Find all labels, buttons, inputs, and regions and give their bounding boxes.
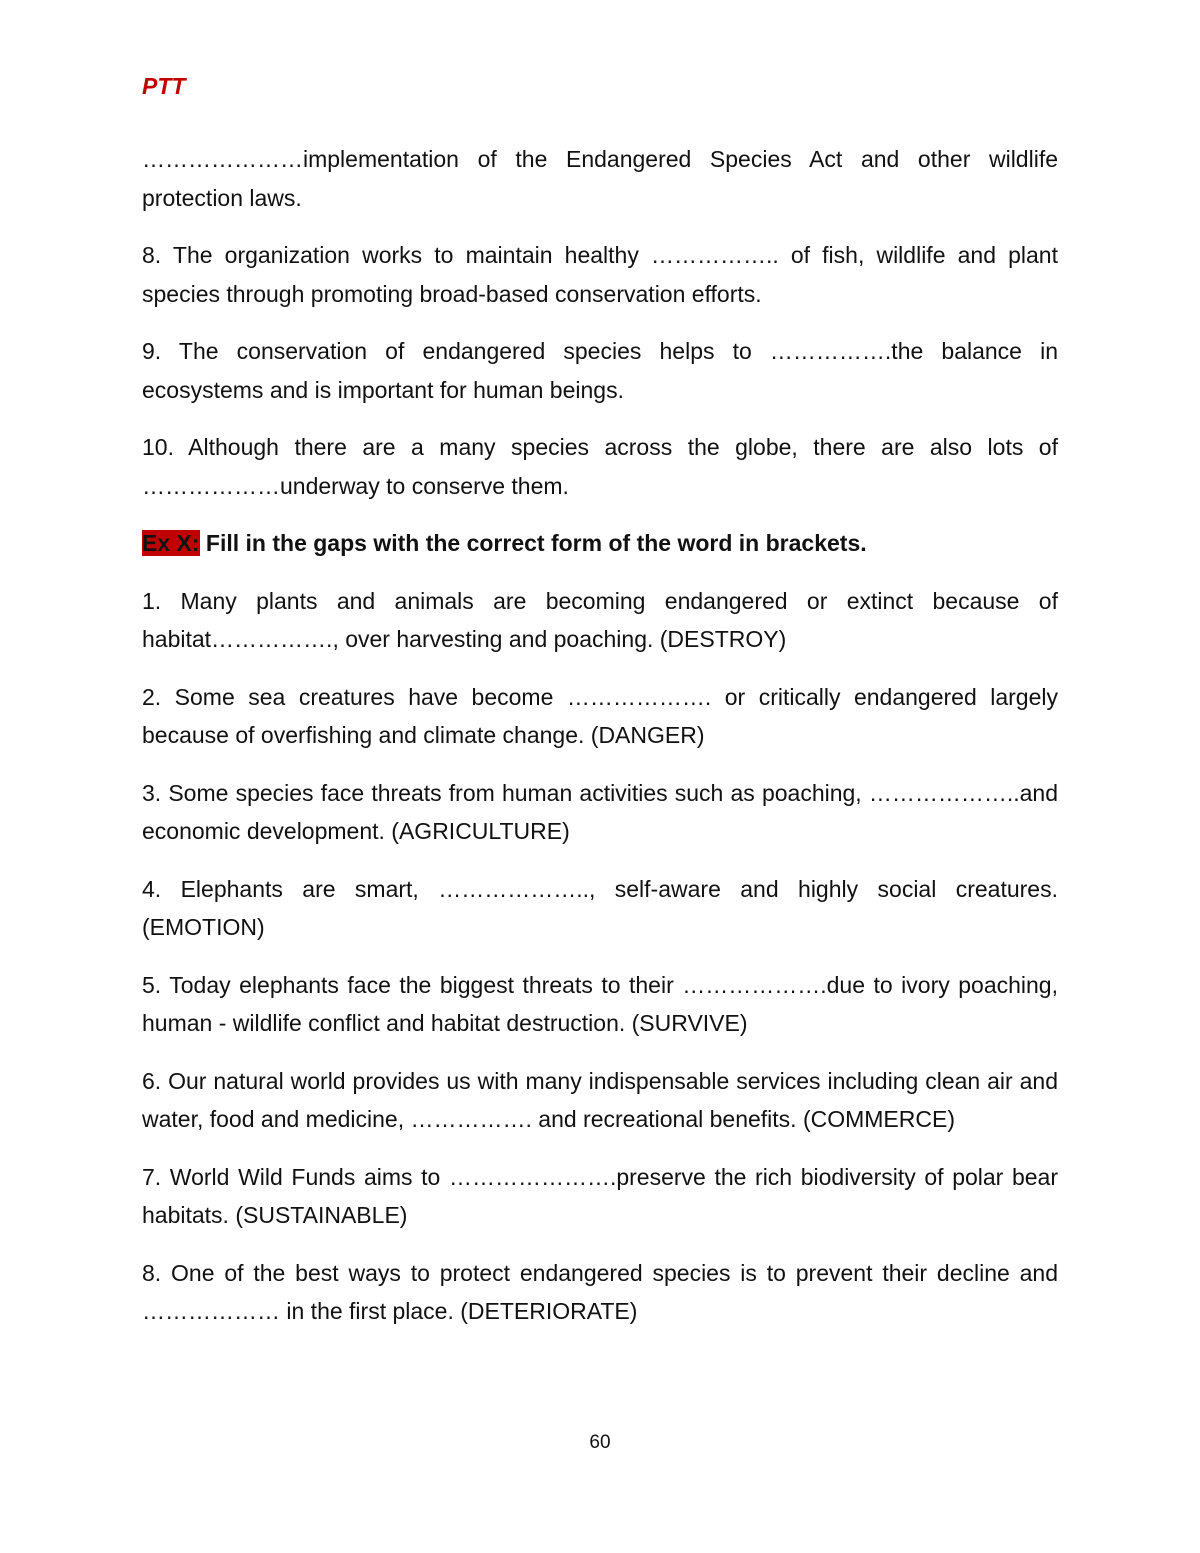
exercise-label: Ex X: [142,530,200,556]
exercise-item-6: 6. Our natural world provides us with many indispensable services including clean air and water, food and medicine, ……………. and recreational benefits. (COMMERCE) [142,1067,1058,1132]
previous-item-9: 9. The conservation of endangered species helps to …………….the balance in ecosystems and is important for human beings. [142,338,1058,403]
page-number: 60 [589,1432,611,1453]
document-header: PTT [142,73,186,99]
exercise-item-2: 2. Some sea creatures have become ………………. or critically endangered largely because of overfishing and climate change. (DANGER) [142,683,1058,748]
page-content [142,140,1058,1350]
exercise-item-7: 7. World Wild Funds aims to ………………….preserve the rich biodiversity of polar bear habitats. (SUSTAINABLE) [142,1163,1058,1228]
exercise-instruction: Fill in the gaps with the correct form of the word in brackets. [199,530,867,556]
continuation-paragraph: …………………implementation of the Endangered Species Act and other wildlife protection laws. [142,146,1058,211]
exercise-item-1: 1. Many plants and animals are becoming endangered or extinct because of habitat……………., over harvesting and poaching. (DESTROY) [142,587,1058,652]
exercise-item-3: 3. Some species face threats from human activities such as poaching, ………………..and economic development. (AGRICULTURE) [142,779,1058,844]
previous-item-10: 10. Although there are a many species across the globe, there are also lots of ………………underway to conserve them. [142,434,1058,499]
exercise-item-8: 8. One of the best ways to protect endangered species is to prevent their decline and ……………… in the first place. (DETERIORATE) [142,1259,1058,1324]
exercise-item-4: 4. Elephants are smart, ……………….., self-aware and highly social creatures. (EMOTION) [142,875,1058,940]
exercise-heading [142,524,1058,563]
exercise-item-5: 5. Today elephants face the biggest threats to their ……………….due to ivory poaching, human - wildlife conflict and habitat destruction. (SURVIVE) [142,971,1058,1036]
previous-item-8: 8. The organization works to maintain healthy …………….. of fish, wildlife and plant species through promoting broad-based conservation efforts. [142,242,1058,307]
